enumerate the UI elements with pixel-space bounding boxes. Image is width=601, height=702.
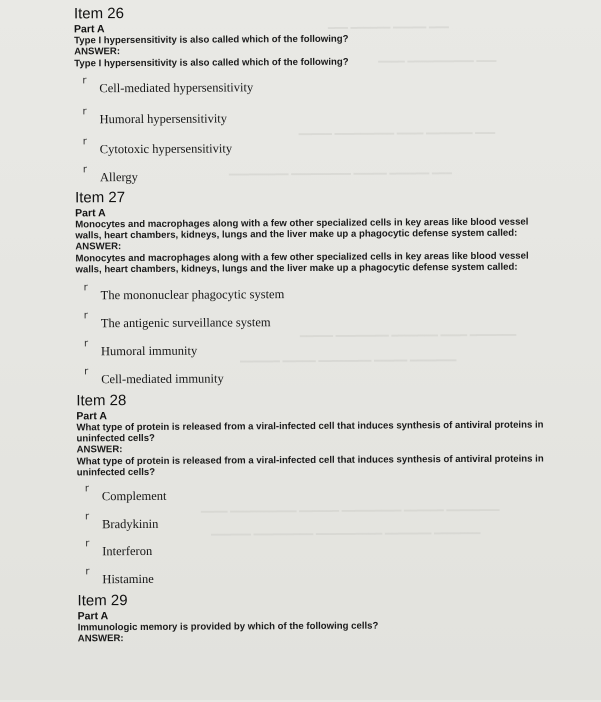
radio-button-icon[interactable]: r xyxy=(84,339,88,349)
option-label: The mononuclear phagocytic system xyxy=(101,287,285,303)
question-text-repeat: Type I hypersensitivity is also called which of the following? xyxy=(74,55,554,69)
question-text: What type of protein is released from a viral-infected cell that induces synthesis of antiviral proteins in uninfected cells? xyxy=(76,419,556,444)
item-title: Item 27 xyxy=(75,189,125,206)
answer-label: ANSWER: xyxy=(78,630,558,644)
option-label: Complement xyxy=(102,489,167,504)
option-label: Histamine xyxy=(102,572,153,587)
show-through-text: ━━━━━━━━━ ━━━━━━━━━ ━━━━━ ━━━━━━ ━━━ xyxy=(229,167,452,181)
show-through-text: ━━━━━ ━━━━━━━━━ ━━━━ ━━━━━━━ ━━━ xyxy=(299,127,496,141)
part-label: Part A xyxy=(78,610,109,622)
radio-button-icon[interactable]: r xyxy=(84,311,88,321)
question-text: Type I hypersensitivity is also called which of the following? xyxy=(74,32,554,46)
show-through-text: ━━━━ ━━━━━━━━━━ ━━━━━━ ━━━━━━━━━ ━━━━━━ ━━━━━━━━ xyxy=(201,504,500,519)
option-label: Allergy xyxy=(100,170,138,185)
option-label: The antigenic surveillance system xyxy=(101,315,271,331)
answer-label: ANSWER: xyxy=(75,238,555,252)
part-label: Part A xyxy=(74,23,105,35)
radio-button-icon[interactable]: r xyxy=(85,484,89,494)
radio-button-icon[interactable]: r xyxy=(85,539,89,549)
option-label: Interferon xyxy=(102,544,152,559)
question-text-repeat: What type of protein is released from a viral-infected cell that induces synthesis of antiviral proteins in uninfected cells? xyxy=(77,453,557,478)
option-label: Humoral hypersensitivity xyxy=(100,111,228,127)
show-through-text: ━━━ ━━━━━━ ━━━━━ ━━━ xyxy=(328,21,449,35)
question-text-repeat: Monocytes and macrophages along with a few other specialized cells in key areas like blood vessel walls, heart chambers, kidneys, lungs and the liver make up a phagocytic defense system called: xyxy=(75,250,555,275)
item-title: Item 29 xyxy=(77,592,127,609)
option-label: Cell-mediated hypersensitivity xyxy=(99,80,253,96)
radio-button-icon[interactable]: r xyxy=(84,367,88,377)
option-label: Bradykinin xyxy=(102,517,158,532)
show-through-text: ━━━━━ ━━━━━━━━ ━━━━━━━ ━━━━ ━━━━━━━ xyxy=(300,329,516,343)
option-label: Cytotoxic hypersensitivity xyxy=(100,141,232,157)
radio-button-icon[interactable]: r xyxy=(84,283,88,293)
radio-button-icon[interactable]: r xyxy=(83,137,87,147)
radio-button-icon[interactable]: r xyxy=(83,165,87,175)
show-through-text: ━━━━━━ ━━━━━ ━━━━━━━━ ━━━━━ ━━━━━━━ xyxy=(240,354,456,368)
part-label: Part A xyxy=(76,410,107,422)
option-label: Cell-mediated immunity xyxy=(101,371,224,387)
item-title: Item 28 xyxy=(76,392,126,409)
item-title: Item 26 xyxy=(74,5,124,22)
radio-button-icon[interactable]: r xyxy=(83,107,87,117)
radio-button-icon[interactable]: r xyxy=(82,76,86,86)
answer-label: ANSWER: xyxy=(77,441,557,455)
question-text: Immunologic memory is provided by which of the following cells? xyxy=(78,619,558,633)
radio-button-icon[interactable]: r xyxy=(85,512,89,522)
part-label: Part A xyxy=(75,207,106,219)
show-through-text: ━━━━━━ ━━━━━━━━━ ━━━━━━━━━━ ━━━━━━━ ━━━━━━━ xyxy=(211,527,480,542)
option-label: Humoral immunity xyxy=(101,344,197,360)
question-text: Monocytes and macrophages along with a few other specialized cells in key areas like blood vessel walls, heart chambers, kidneys, lungs and the liver make up a phagocytic defense system called: xyxy=(75,216,555,241)
answer-label: ANSWER: xyxy=(74,43,554,57)
show-through-text: ━━━━ ━━━━━━━━━━ ━━━ xyxy=(378,55,496,69)
radio-button-icon[interactable]: r xyxy=(85,567,89,577)
